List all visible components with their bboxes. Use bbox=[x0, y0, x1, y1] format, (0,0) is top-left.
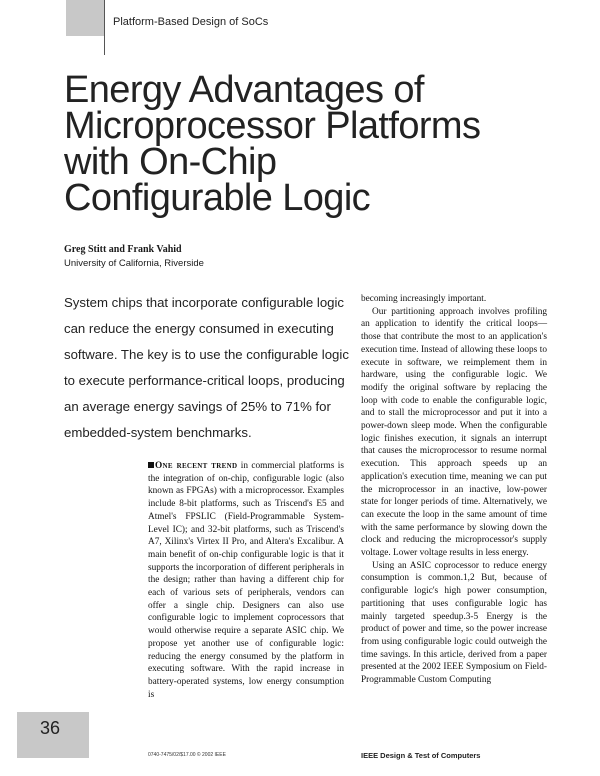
body-paragraph: Using an ASIC coprocessor to reduce energy consumption is common.1,2 But, because of configurable logic's high power consumption, partitioning that uses configurable logic has mainly targeted speedup.3-5 Energy is the product of power and time, so the power increase from using configurable logic could outweigh the time savings. In this article, derived from a paper presented at the 2002 IEEE Symposium on Field-Programmable Custom Computing bbox=[361, 560, 547, 686]
body-paragraph bbox=[148, 460, 344, 701]
abstract bbox=[64, 290, 354, 446]
article-title bbox=[64, 69, 584, 219]
page-number: 36 bbox=[40, 718, 61, 738]
paragraph-marker-icon bbox=[148, 462, 154, 468]
paragraph-text: in commercial platforms is the integration of on-chip, configurable logic (also known as FPGAs) with a microprocessor. Examples include 8-bit platforms, such as Triscend's E5 and Atmel's FPSLIC (Field-Programmable System-Level IC); and 32-bit platforms, such as Triscend's A7, Xilinx's Virtex II Pro, and Altera's Excalibur. A main benefit of on-chip configurable logic is that it supports the incorporation of different peripherals in the design; rather than having a different chip for each of various sets of peripherals, vendors can offer a single chip. Designers can also use configurable logic to implement coprocessors that would otherwise require a separate ASIC chip. We propose yet another use of configurable logic: reducing the energy consumed by the platform in executing software. With the rapid increase in battery-operated systems, low energy consumption is bbox=[148, 461, 344, 700]
copyright-notice: 0740-7475/02/$17.00 © 2002 IEEE bbox=[148, 752, 226, 758]
body-paragraph: Our partitioning approach involves profiling an application to identify the critical loops—those that contribute the most to an application's execution time. Instead of allowing these loops to execute in software, we reimplement them in hardware, using the configurable logic. We modify the original software by replacing the loop with code to enable the configurable logic, and to stall the microprocessor and put it into a power-down sleep mode. When the configurable logic finishes execution, it signals an interrupt that causes the microprocessor to resume normal execution. This approach speeds up an application's execution time, meaning we can put the microprocessor in an inactive, low-power state for longer periods of time. Alternatively, we can execute the loop in the same amount of time with the same performance by slowing down the clock and reducing the microprocessor's supply voltage. Lower voltage results in less energy. bbox=[361, 306, 547, 559]
body-column-left bbox=[148, 460, 344, 701]
abstract-line: to execute performance-critical loops, producing bbox=[64, 373, 345, 388]
header-tab-block bbox=[66, 0, 104, 36]
abstract-line: System chips that incorporate configurable logic bbox=[64, 295, 345, 310]
abstract-line: software. The key is to use the configurable logic bbox=[64, 347, 349, 362]
body-paragraph: becoming increasingly important. bbox=[361, 294, 487, 304]
journal-name: IEEE Design & Test of Computers bbox=[361, 751, 481, 760]
title-line: Configurable Logic bbox=[64, 177, 371, 219]
section-label: Platform-Based Design of SoCs bbox=[113, 16, 269, 28]
body-column-right bbox=[361, 293, 547, 687]
affiliation: University of California, Riverside bbox=[64, 258, 204, 269]
abstract-line: an average energy savings of 25% to 71% for bbox=[64, 399, 331, 414]
title-line: Energy Advantages of bbox=[64, 69, 424, 111]
title-line: Microprocessor Platforms bbox=[64, 105, 481, 147]
authors: Greg Stitt and Frank Vahid bbox=[64, 244, 182, 255]
abstract-line: can reduce the energy consumed in executing bbox=[64, 321, 334, 336]
lead-in: One recent trend bbox=[155, 461, 238, 471]
abstract-line: embedded-system benchmarks. bbox=[64, 425, 252, 440]
header-divider bbox=[104, 0, 105, 55]
title-line: with On-Chip bbox=[64, 141, 277, 183]
